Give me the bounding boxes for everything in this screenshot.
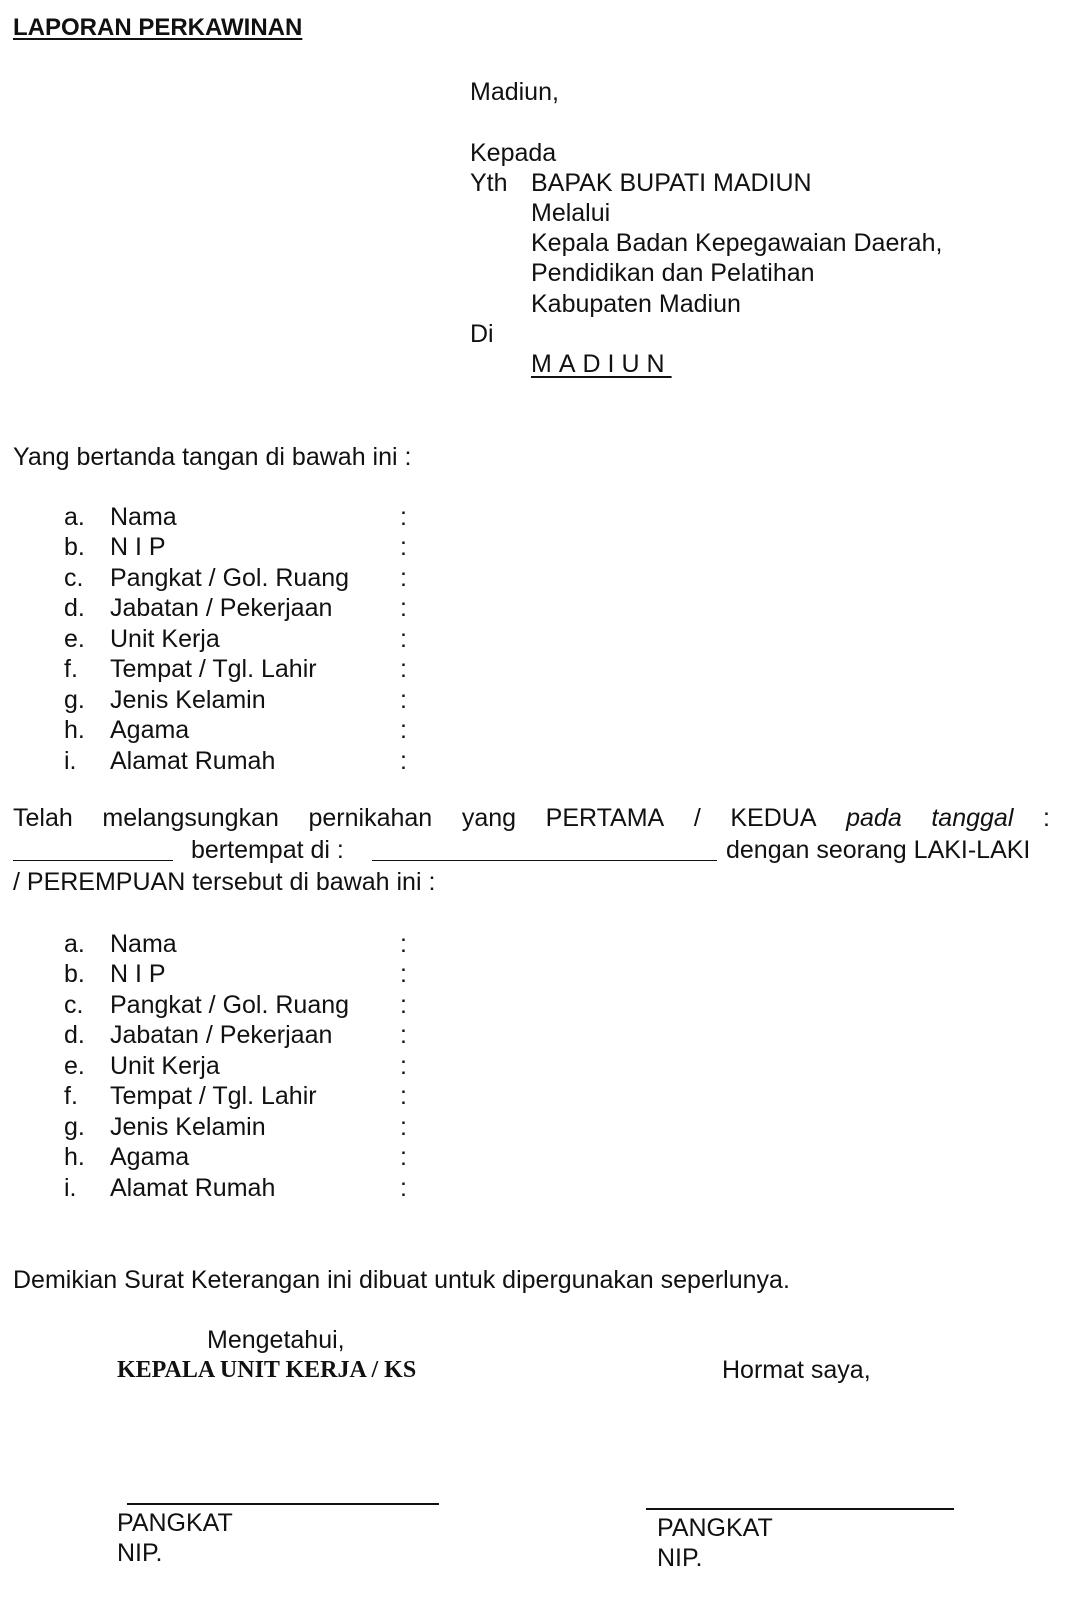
list-item: b. N I P :	[64, 533, 407, 561]
list-item: i. Alamat Rumah :	[64, 747, 407, 775]
document-title: LAPORAN PERKAWINAN	[13, 14, 303, 41]
statement-line-3: / PEREMPUAN tersebut di bawah ini :	[13, 868, 436, 896]
list-item: a. Nama :	[64, 503, 407, 531]
left-signer-title: KEPALA UNIT KERJA / KS	[117, 1357, 417, 1383]
list-item: f. Tempat / Tgl. Lahir :	[64, 1082, 407, 1110]
list-item: a. Nama :	[64, 930, 407, 958]
left-signature-line	[127, 1503, 439, 1505]
list-item: f. Tempat / Tgl. Lahir :	[64, 655, 407, 683]
intro-text: Yang bertanda tangan di bawah ini :	[13, 443, 412, 471]
statement-line-1: Telah melangsungkan pernikahan yang PERTAMA / KEDUA pada tanggal :	[13, 804, 1050, 832]
left-rank: PANGKAT	[117, 1509, 233, 1537]
list-item: h. Agama :	[64, 1143, 407, 1171]
closing-text: Demikian Surat Keterangan ini dibuat untuk dipergunakan seperlunya.	[13, 1266, 790, 1294]
list-item: e. Unit Kerja :	[64, 625, 407, 653]
left-nip: NIP.	[117, 1539, 163, 1567]
dengan-text: dengan seorang LAKI-LAKI	[726, 836, 1031, 864]
list-item: d. Jabatan / Pekerjaan :	[64, 594, 407, 622]
list-item: i. Alamat Rumah :	[64, 1174, 407, 1202]
hormat-saya-label: Hormat saya,	[722, 1356, 871, 1384]
recipient-name: BAPAK BUPATI MADIUN	[531, 169, 812, 197]
melalui-label: Melalui	[531, 199, 611, 227]
kepada-label: Kepada	[470, 139, 557, 167]
list-item: b. N I P :	[64, 960, 407, 988]
bertempat-label: bertempat di :	[191, 836, 344, 864]
place-date: Madiun,	[470, 78, 559, 106]
right-rank: PANGKAT	[657, 1514, 773, 1542]
via-line-1: Kepala Badan Kepegawaian Daerah,	[531, 229, 943, 257]
mengetahui-label: Mengetahui,	[207, 1326, 345, 1354]
yth-label: Yth	[470, 169, 508, 197]
city-name: MADIUN	[531, 350, 672, 378]
list-item: g. Jenis Kelamin :	[64, 686, 407, 714]
via-line-3: Kabupaten Madiun	[531, 290, 741, 318]
place-blank	[372, 838, 717, 866]
di-label: Di	[470, 320, 494, 348]
list-item: g. Jenis Kelamin :	[64, 1113, 407, 1141]
right-signature-line	[646, 1508, 954, 1510]
list-item: c. Pangkat / Gol. Ruang :	[64, 991, 407, 1019]
list-item: d. Jabatan / Pekerjaan :	[64, 1021, 407, 1049]
list-item: c. Pangkat / Gol. Ruang :	[64, 564, 407, 592]
list-item: e. Unit Kerja :	[64, 1052, 407, 1080]
list-item: h. Agama :	[64, 716, 407, 744]
date-blank	[13, 838, 173, 866]
right-nip: NIP.	[657, 1544, 703, 1572]
via-line-2: Pendidikan dan Pelatihan	[531, 259, 815, 287]
